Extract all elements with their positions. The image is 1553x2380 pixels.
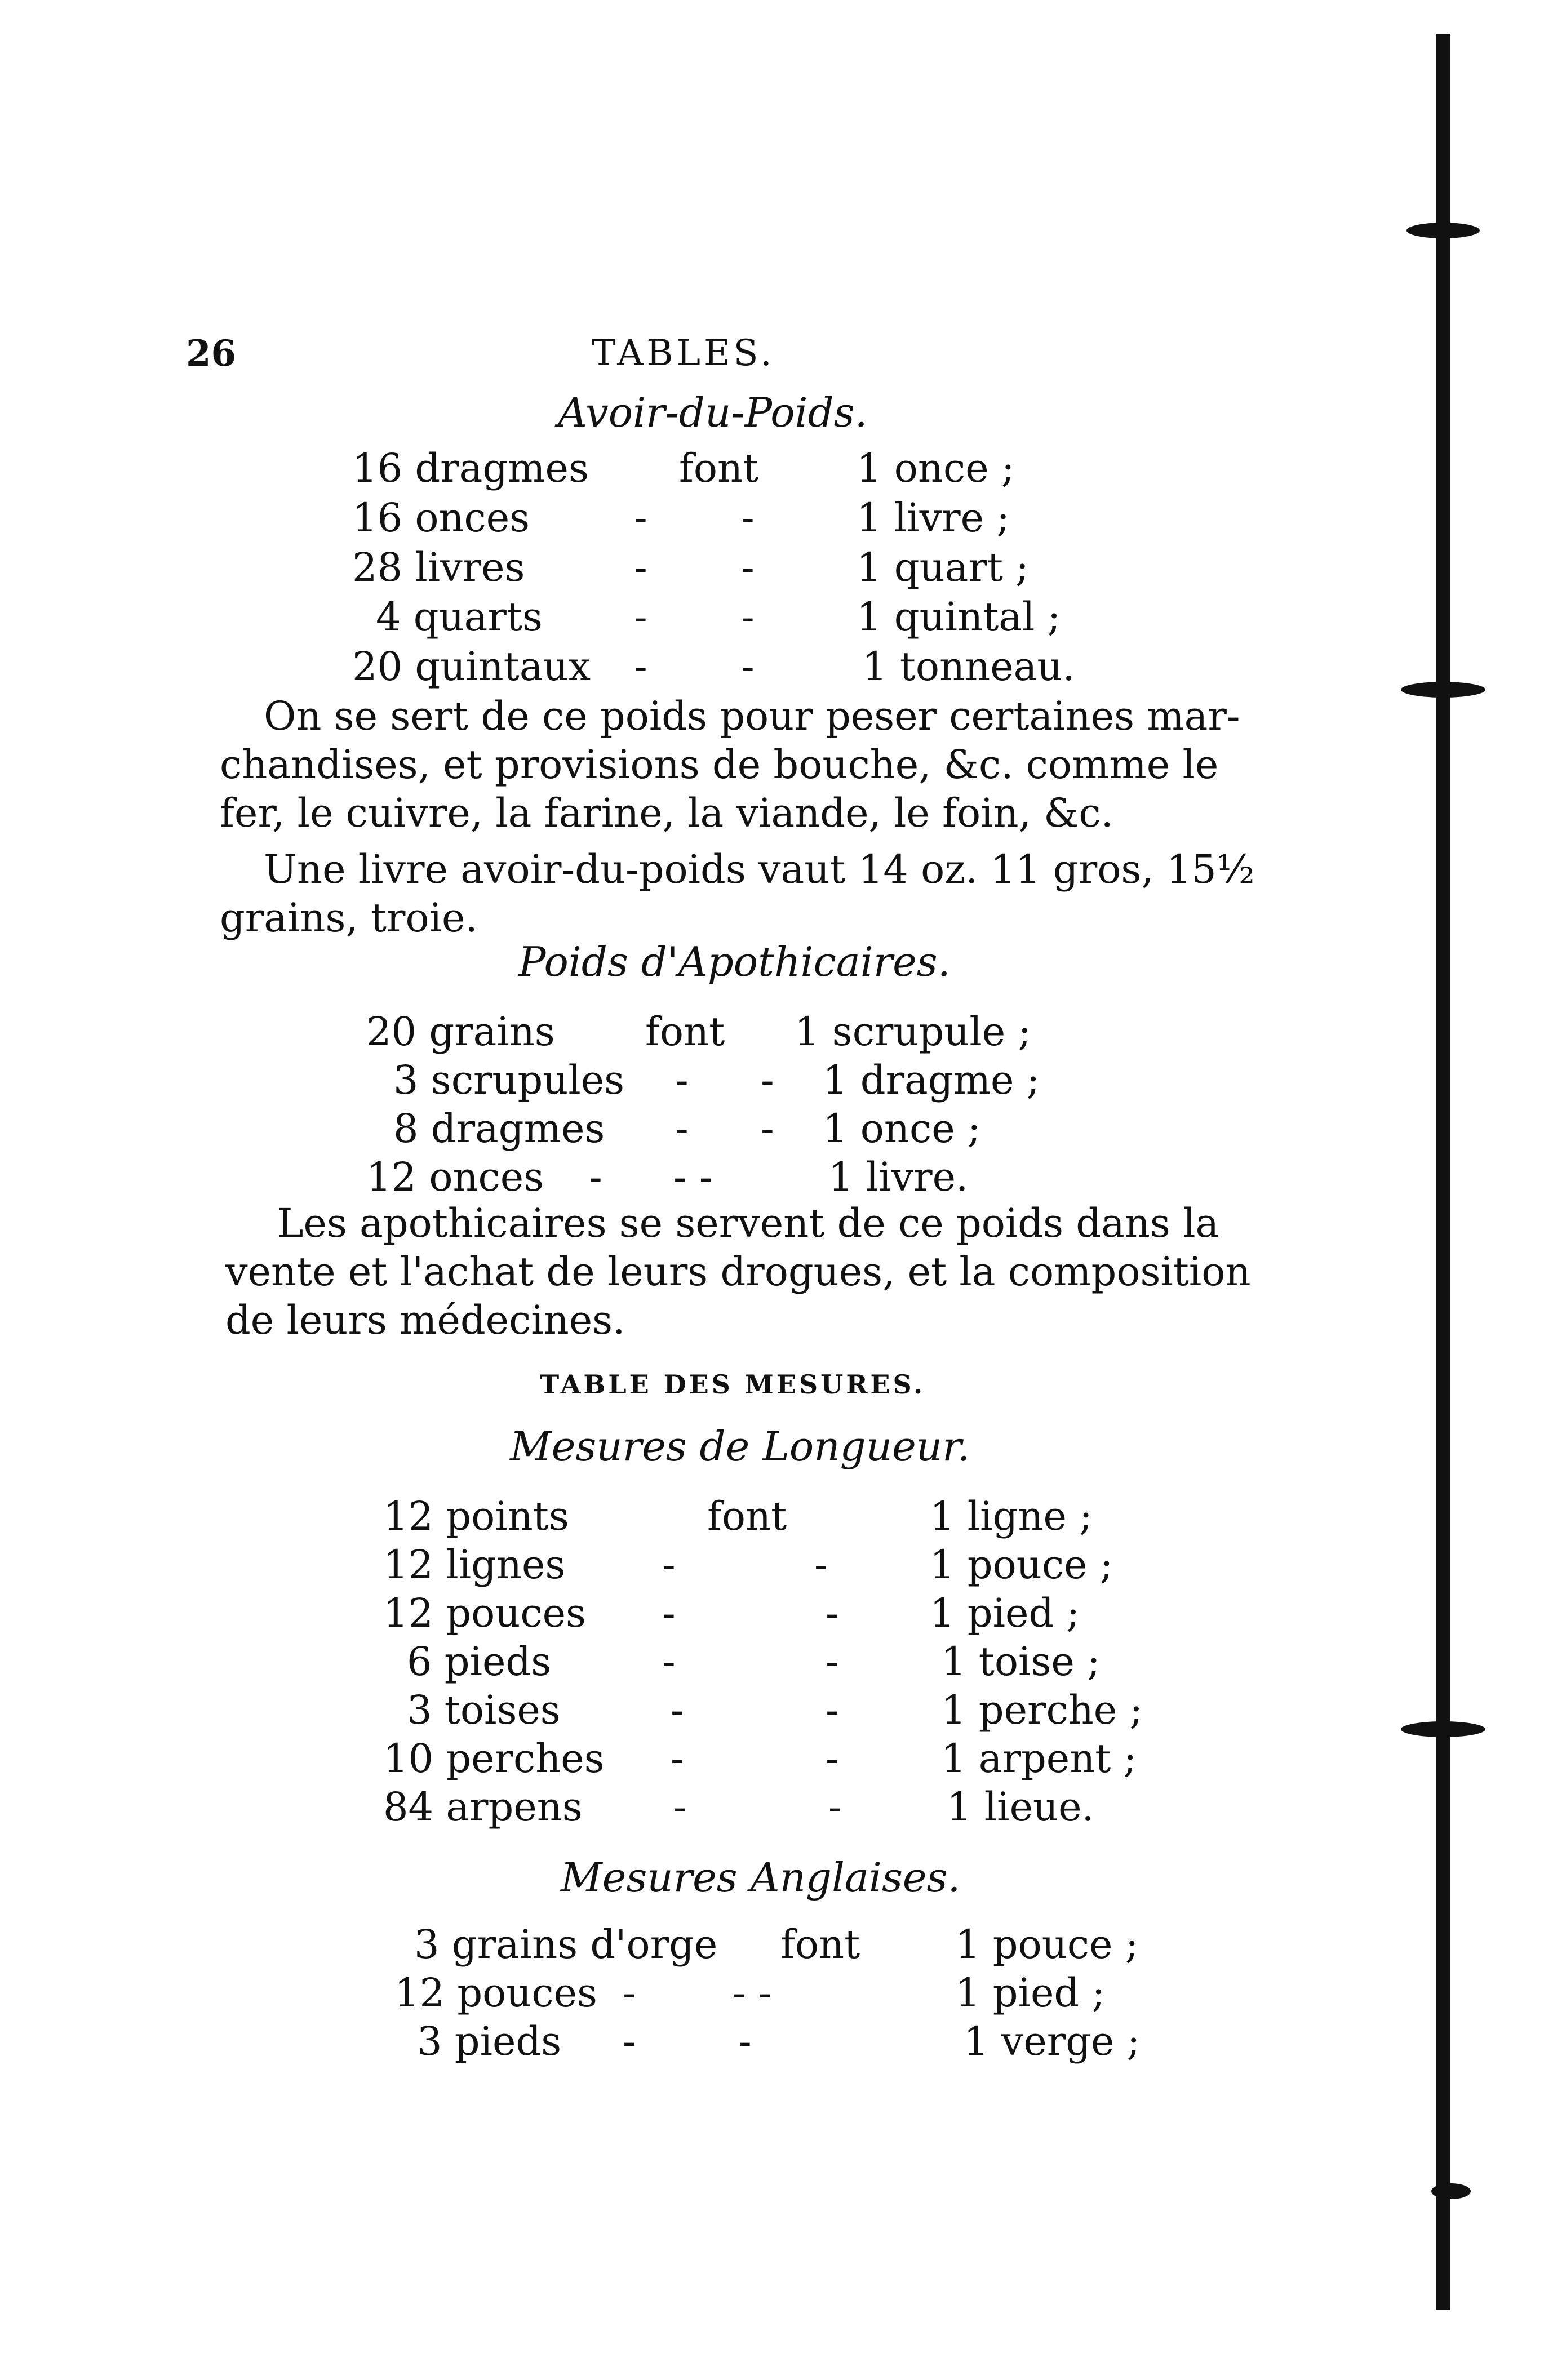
row-quantity: 12 points [383,1493,569,1539]
row-quantity: 12 onces [366,1154,544,1200]
paragraph-line: grains, troie. [220,895,478,941]
row-equivalent: 1 verge ; [964,2018,1141,2064]
table-row [366,1105,1155,1156]
row-connector: - [826,1687,839,1733]
row-equivalent: 1 perche ; [941,1687,1143,1733]
row-connector: - - [673,1154,713,1200]
table-row [352,445,1141,496]
table-row [383,1639,1172,1689]
table-row [383,1687,1172,1738]
paragraph-line: de leurs médecines. [225,1297,625,1343]
row-equivalent: 1 once ; [857,445,1015,491]
row-quantity: 20 grains [366,1009,555,1055]
row-connector: - [662,1639,676,1685]
binding-knot [1401,1721,1485,1737]
section-title-length: Mesures de Longueur. [510,1423,970,1470]
table-row [417,2018,1206,2069]
row-connector: - [662,1590,676,1636]
table-row [352,544,1141,595]
row-quantity: 16 dragmes [352,445,589,491]
row-quantity: 3 pieds [417,2018,562,2064]
row-connector: - [673,1784,687,1830]
section-title-avoirdupois: Avoir-du-Poids. [558,389,868,436]
row-connector: - [814,1542,828,1588]
row-connector: - [634,544,647,590]
binding-knot [1431,2183,1471,2199]
table-row [383,1590,1172,1641]
paragraph-line: Une livre avoir-du-poids vaut 14 oz. 11 gros, 15½ [264,846,1255,892]
paragraph-line: On se sert de ce poids pour peser certaines mar- [264,693,1240,739]
row-connector: - [634,495,647,541]
paragraph-line: fer, le cuivre, la farine, la viande, le foin, &c. [220,790,1113,836]
row-equivalent: 1 toise ; [941,1639,1101,1685]
binding-knot [1401,682,1485,698]
row-connector: - [741,495,755,541]
row-connector: - [761,1057,774,1103]
row-connector: - [761,1105,774,1152]
row-connector: - [741,594,755,640]
binding-knot [1406,223,1480,238]
row-quantity: 84 arpens [383,1784,583,1830]
row-quantity: 28 livres [352,544,525,590]
row-quantity: 12 pouces [383,1590,586,1636]
table-row [366,1154,1155,1205]
row-quantity: 20 quintaux [352,643,591,690]
row-quantity: 10 perches [383,1735,605,1782]
row-connector: - [826,1590,839,1636]
row-quantity: 12 lignes [383,1542,566,1588]
page-header [186,332,1313,389]
row-connector: - [741,643,755,690]
row-connector: font [645,1009,725,1055]
row-quantity: 16 onces [352,495,530,541]
row-connector: - - [733,1970,772,2016]
binding-edge [1436,34,1450,2310]
row-connector: - [741,544,755,590]
row-equivalent: 1 scrupule ; [795,1009,1031,1055]
row-connector: - [675,1105,689,1152]
row-connector: - [662,1542,676,1588]
table-row [366,1057,1155,1108]
table-row [352,495,1141,545]
row-equivalent: 1 quintal ; [857,594,1061,640]
row-connector: - [675,1057,689,1103]
paragraph-line: vente et l'achat de leurs drogues, et la composition [225,1249,1251,1295]
row-equivalent: 1 quart ; [857,544,1029,590]
row-connector: - [589,1154,602,1200]
row-connector: - [828,1784,842,1830]
row-quantity: 12 pouces [394,1970,597,2016]
row-connector: - [634,594,647,640]
row-connector: font [780,1921,860,1968]
row-connector: - [634,643,647,690]
row-connector: - [671,1735,684,1782]
row-quantity: 3 toises [407,1687,561,1733]
section-title-apothecary: Poids d'Apothicaires. [518,938,951,985]
row-equivalent: 1 pouce ; [930,1542,1113,1588]
row-quantity: 3 grains d'orge [414,1921,718,1968]
table-row [383,1493,1172,1544]
running-title: TABLES. [592,332,775,374]
row-connector: - [671,1687,684,1733]
row-equivalent: 1 ligne ; [930,1493,1093,1539]
row-connector: - [738,2018,752,2064]
row-connector: font [707,1493,787,1539]
page-number: 26 [186,332,237,375]
row-quantity: 8 dragmes [393,1105,605,1152]
row-connector: - [826,1735,839,1782]
section-title-english: Mesures Anglaises. [561,1854,961,1901]
table-row [383,1784,1172,1835]
row-quantity: 4 quarts [376,594,543,640]
paragraph-line: chandises, et provisions de bouche, &c. comme le [220,741,1219,788]
table-row [383,1542,1172,1592]
row-equivalent: 1 livre. [828,1154,969,1200]
row-equivalent: 1 dragme ; [823,1057,1040,1103]
table-row [394,1970,1183,2021]
row-quantity: 3 scrupules [393,1057,625,1103]
table-row [352,643,1141,694]
table-row [414,1921,1203,1972]
table-row [383,1735,1172,1786]
row-quantity: 6 pieds [407,1639,552,1685]
row-equivalent: 1 arpent ; [941,1735,1137,1782]
row-equivalent: 1 tonneau. [862,643,1075,690]
row-equivalent: 1 livre ; [857,495,1010,541]
row-equivalent: 1 pouce ; [955,1921,1139,1968]
row-connector: - [623,2018,636,2064]
row-connector: - [623,1970,636,2016]
row-connector: - [826,1639,839,1685]
row-equivalent: 1 lieue. [947,1784,1094,1830]
table-heading: TABLE DES MESURES. [540,1369,926,1400]
paragraph-line: Les apothicaires se servent de ce poids dans la [277,1200,1219,1246]
row-connector: font [679,445,759,491]
table-row [352,594,1141,645]
row-equivalent: 1 once ; [823,1105,981,1152]
table-row [366,1009,1155,1059]
row-equivalent: 1 pied ; [930,1590,1080,1636]
row-equivalent: 1 pied ; [955,1970,1106,2016]
